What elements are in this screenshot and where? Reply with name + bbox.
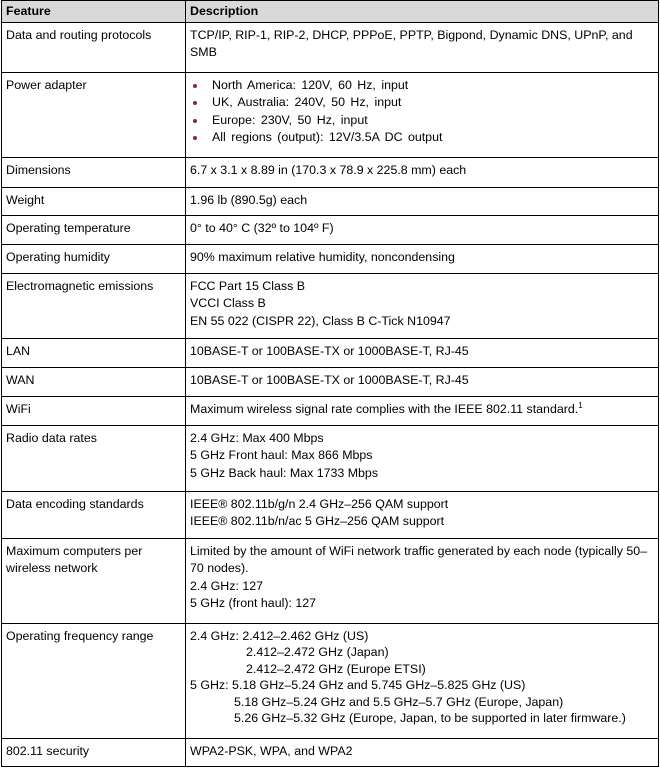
table-row xyxy=(2,367,659,396)
header-feature: Feature xyxy=(2,1,186,23)
text-line: 2.412–2.472 GHz (Europe ETSI) xyxy=(246,661,426,676)
description-cell: WPA2-PSK, WPA, and WPA2 xyxy=(186,738,659,766)
table-row xyxy=(2,738,659,766)
table-row xyxy=(2,72,659,157)
wifi-text: Maximum wireless signal rate complies with the IEEE 802.11 standard. xyxy=(190,401,579,416)
feature-cell: Operating frequency range xyxy=(2,623,186,738)
table-row xyxy=(2,215,659,244)
table-row xyxy=(2,396,659,425)
feature-cell: Maximum computers per wireless network xyxy=(2,538,186,623)
description-cell: 10BASE-T or 100BASE-TX or 1000BASE-T, RJ-45 xyxy=(186,338,659,367)
description-cell: 0° to 40° C (32º to 104º F) xyxy=(186,215,659,244)
feature-cell: Radio data rates xyxy=(2,425,186,491)
list-item: Europe: 230V, 50 Hz, input xyxy=(190,112,653,130)
table-row xyxy=(2,538,659,623)
text-line: IEEE® 802.11b/g/n 2.4 GHz–256 QAM support xyxy=(190,496,449,511)
description-cell xyxy=(186,623,659,738)
feature-cell: 802.11 security xyxy=(2,738,186,766)
feature-cell: Operating humidity xyxy=(2,244,186,273)
feature-cell: Dimensions xyxy=(2,157,186,187)
text-line: 5 GHz (front haul): 127 xyxy=(190,596,317,610)
text-line: Limited by the amount of WiFi network traffic generated by each node (typically 50–70 nodes). xyxy=(190,543,648,575)
text-line: 5 GHz: 5.18 GHz–5.24 GHz and 5.745 GHz–5.825 GHz (US) xyxy=(190,678,526,692)
feature-cell: Operating temperature xyxy=(2,215,186,244)
table-row xyxy=(2,22,659,72)
bullet-icon xyxy=(193,119,197,123)
feature-cell: Data and routing protocols xyxy=(2,22,186,72)
description-cell xyxy=(186,72,659,157)
table-row xyxy=(2,187,659,215)
text-line: IEEE® 802.11b/n/ac 5 GHz–256 QAM support xyxy=(190,514,445,528)
table-row xyxy=(2,244,659,273)
table-row xyxy=(2,623,659,738)
spec-table xyxy=(1,0,659,767)
text-line: EN 55 022 (CISPR 22), Class B C-Tick N10947 xyxy=(190,313,451,328)
text-line: 5.26 GHz–5.32 GHz (Europe, Japan, to be supported in later firmware.) xyxy=(234,711,626,725)
table-row xyxy=(2,491,659,538)
list-item: North America: 120V, 60 Hz, input xyxy=(190,77,653,95)
bullet-icon xyxy=(193,136,197,140)
text-line: 5.18 GHz–5.24 GHz and 5.5 GHz–5.7 GHz (Europe, Japan) xyxy=(234,694,564,709)
feature-cell: Electromagnetic emissions xyxy=(2,273,186,338)
description-cell xyxy=(186,273,659,338)
text-line: FCC Part 15 Class B xyxy=(190,278,305,293)
power-list xyxy=(190,77,653,147)
table-row xyxy=(2,338,659,367)
table-header-row xyxy=(2,1,659,23)
text-line: 2.4 GHz: 2.412–2.462 GHz (US) xyxy=(190,628,369,643)
text-line: 2.412–2.472 GHz (Japan) xyxy=(246,645,389,659)
text-line: 5 GHz Back haul: Max 1733 Mbps xyxy=(190,465,379,480)
description-cell: 90% maximum relative humidity, noncondensing xyxy=(186,244,659,273)
text-line: 5 GHz Front haul: Max 866 Mbps xyxy=(190,448,373,462)
feature-cell: WAN xyxy=(2,367,186,396)
description-cell xyxy=(186,425,659,491)
description-cell: 6.7 x 3.1 x 8.89 in (170.3 x 78.9 x 225.8 mm) each xyxy=(186,157,659,187)
text-line: VCCI Class B xyxy=(190,296,266,310)
text-line: 2.4 GHz: 127 xyxy=(190,578,264,593)
bullet-icon xyxy=(193,101,197,105)
feature-cell: WiFi xyxy=(2,396,186,425)
text-line: 2.4 GHz: Max 400 Mbps xyxy=(190,430,324,445)
table-row xyxy=(2,273,659,338)
table-row xyxy=(2,425,659,491)
description-cell xyxy=(186,491,659,538)
feature-cell: Power adapter xyxy=(2,72,186,157)
feature-cell: LAN xyxy=(2,338,186,367)
table-row xyxy=(2,157,659,187)
bullet-icon xyxy=(193,84,197,88)
feature-cell: Weight xyxy=(2,187,186,215)
description-cell: 10BASE-T or 100BASE-TX or 1000BASE-T, RJ-45 xyxy=(186,367,659,396)
feature-cell: Data encoding standards xyxy=(2,491,186,538)
description-cell xyxy=(186,396,659,425)
list-item: All regions (output): 12V/3.5A DC output xyxy=(190,129,653,147)
footnote-marker: 1 xyxy=(578,400,583,410)
description-cell: TCP/IP, RIP-1, RIP-2, DHCP, PPPoE, PPTP, Bigpond, Dynamic DNS, UPnP, and SMB xyxy=(186,22,659,72)
list-item: UK, Australia: 240V, 50 Hz, input xyxy=(190,94,653,112)
description-cell xyxy=(186,538,659,623)
header-description: Description xyxy=(186,1,659,23)
description-cell: 1.96 lb (890.5g) each xyxy=(186,187,659,215)
